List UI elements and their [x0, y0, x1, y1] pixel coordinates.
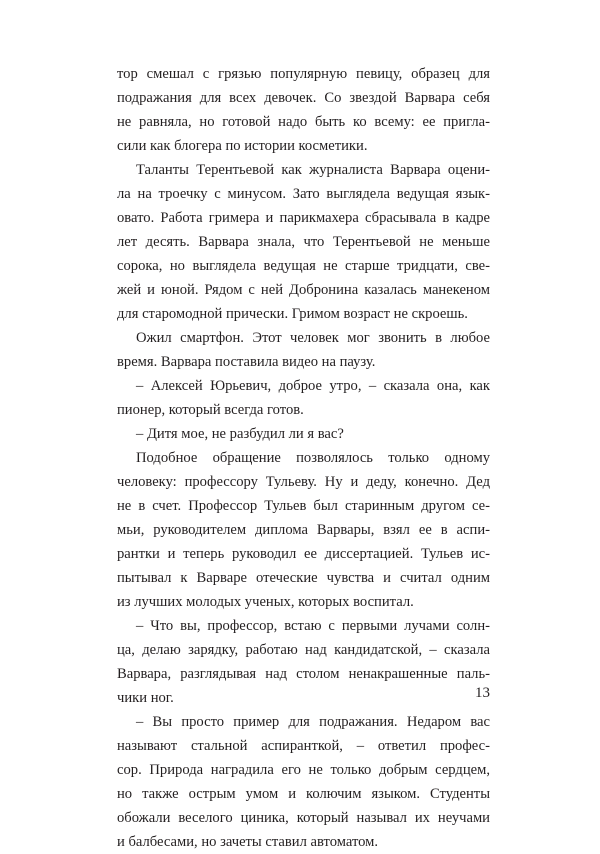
text-line: называют стальной аспиранткой, – ответил профес- — [117, 738, 490, 754]
text-line: и балбесами, но зачеты ставил автоматом. — [117, 834, 379, 850]
text-line: чики ног. — [117, 690, 174, 706]
text-line: – Вы просто пример для подражания. Недаром вас — [136, 714, 490, 730]
text-line: лет десять. Варвара знала, что Терентьевой не меньше — [117, 234, 490, 250]
text-line: Варвара, разглядывая над столом ненакрашенные паль- — [117, 666, 490, 682]
body-text — [117, 62, 490, 854]
text-line: но также острым умом и колючим языком. Студенты — [117, 786, 490, 802]
text-line: время. Варвара поставила видео на паузу. — [117, 354, 376, 370]
text-line: подражания для всех девочек. Со звездой Варвара себя — [117, 90, 490, 106]
text-line: – Дитя мое, не разбудил ли я вас? — [136, 426, 344, 442]
text-line: сили как блогера по истории косметики. — [117, 138, 368, 154]
text-line: Таланты Терентьевой как журналиста Варвара оцени- — [136, 162, 490, 178]
text-line: человеку: профессору Тульеву. Ну и деду, конечно. Дед — [117, 474, 490, 490]
text-line: жей и юной. Рядом с ней Добронина казалась манекеном — [117, 282, 490, 298]
text-line: сор. Природа наградила его не только добрым сердцем, — [117, 762, 490, 778]
text-line: тор смешал с грязью популярную певицу, образец для — [117, 66, 490, 82]
page-number: 13 — [475, 685, 490, 701]
text-line: – Что вы, профессор, встаю с первыми лучами солн- — [136, 618, 490, 634]
text-line: рантки и теперь руководил ее диссертацией. Тульев ис- — [117, 546, 490, 562]
text-line: пионер, который всегда готов. — [117, 402, 304, 418]
text-line: из лучших молодых ученых, которых воспитал. — [117, 594, 414, 610]
text-line: пытывал к Варваре отеческие чувства и считал одним — [117, 570, 490, 586]
text-line: – Алексей Юрьевич, доброе утро, – сказала она, как — [136, 378, 490, 394]
text-line: для старомодной прически. Гримом возраст не скроешь. — [117, 306, 468, 322]
text-line: Подобное обращение позволялось только одному — [136, 450, 490, 466]
text-line: не равняла, но готовой надо быть ко всему: ее пригла- — [117, 114, 490, 130]
text-line: сорока, но выглядела ведущая не старше тридцати, све- — [117, 258, 490, 274]
text-line: ла на троечку с минусом. Зато выглядела ведущая язык- — [117, 186, 490, 202]
text-line: мьи, руководителем диплома Варвары, взял ее в аспи- — [117, 522, 490, 538]
text-line: овато. Работа гримера и парикмахера сбрасывала в кадре — [117, 210, 490, 226]
text-line: Ожил смартфон. Этот человек мог звонить в любое — [136, 330, 490, 346]
text-line: ца, делаю зарядку, работаю над кандидатской, – сказала — [117, 642, 490, 658]
text-line: не в счет. Профессор Тульев был старинным другом се- — [117, 498, 490, 514]
text-line: обожали веселого циника, который называл их неучами — [117, 810, 490, 826]
